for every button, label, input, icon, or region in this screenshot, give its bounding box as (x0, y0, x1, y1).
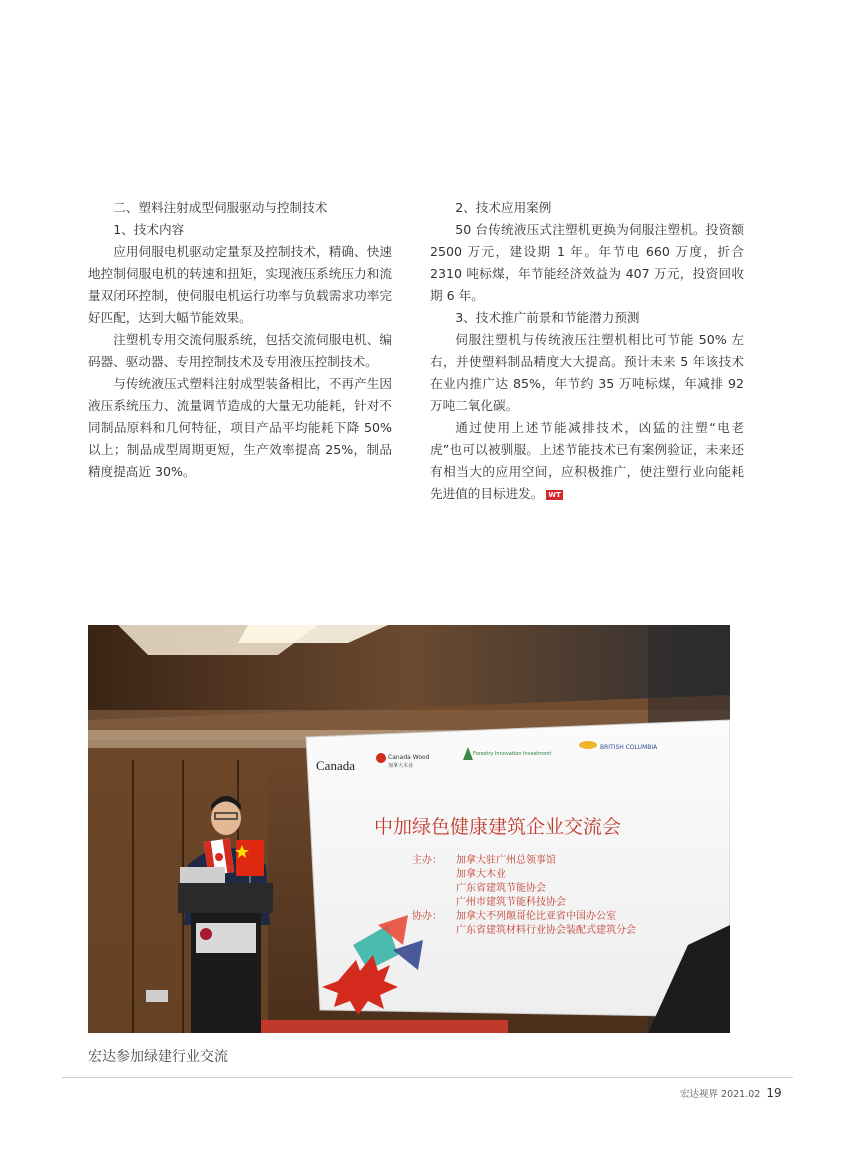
subheading-prospects: 3、技术推广前景和节能潜力预测 (455, 310, 640, 325)
host-2: 加拿大木业 (456, 869, 506, 880)
paragraph: 注塑机专用交流伺服系统，包括交流伺服电机、编码器、驱动器、专用控制技术及专用液压控制技术。 (88, 332, 392, 369)
left-column (88, 197, 392, 483)
logo-canada: Canada (316, 758, 355, 773)
event-photo (88, 625, 730, 1033)
paragraph: 伺服注塑机与传统液压注塑机相比可节能 50% 左右，并使塑料制品精度大大提高。预计未来 5 年该技术在业内推广达 85%，年节约 35 万吨标煤，年减排 92 万吨二氧化碳。 (430, 332, 744, 413)
paragraph-final (430, 417, 744, 505)
bc-sun-icon (579, 741, 597, 749)
subheading-tech-content: 1、技术内容 (113, 222, 185, 237)
co-host-label: 协办： (412, 911, 442, 922)
right-column (430, 197, 744, 505)
logo-canada-wood-cn: 加拿大木业 (388, 763, 414, 769)
maple-logo-icon (376, 753, 386, 763)
podium-top (178, 883, 273, 913)
magazine-issue: 宏达视界 2021.02 (680, 1089, 761, 1100)
logo-bc: BRITISH COLUMBIA (600, 744, 658, 751)
photo-caption: 宏达参加绿建行业交流 (88, 1049, 228, 1065)
logo-forestry: Forestry Innovation Investment (473, 751, 552, 757)
paragraph: 与传统液压式塑料注射成型装备相比，不再产生因液压系统压力、流量调节造成的大量无功能耗，针对不同制品原料和几何特征，项目产品平均能耗下降 50% 以上；制品成型周期更短，生产效率提高 25%，制品精度提高近 30%。 (88, 376, 392, 479)
china-flag-icon (236, 840, 264, 876)
host-4: 广州市建筑节能科技协会 (456, 897, 566, 908)
logo-canada-wood: Canada Wood (388, 754, 430, 761)
subheading-application-case: 2、技术应用案例 (455, 200, 552, 215)
host-label: 主办： (412, 855, 442, 866)
screen-title: 中加绿色健康建筑企业交流会 (374, 816, 622, 838)
host-1: 加拿大驻广州总领事馆 (456, 855, 556, 866)
paragraph-final-text: 通过使用上述节能减排技术，凶猛的注塑“电老虎”也可以被驯服。上述节能技术已有案例验证，未来还有相当大的应用空间，应积极推广，使注塑行业向能耗先进值的目标进发。 (430, 420, 744, 501)
event-photo-scene (88, 625, 730, 1033)
paragraph: 应用伺服电机驱动定量泵及控制技术，精确、快速地控制伺服电机的转速和扭矩，实现液压系统压力和流量双闭环控制，使伺服电机运行功率与负载需求功率完好匹配，达到大幅节能效果。 (88, 244, 392, 325)
host-3: 广东省建筑节能协会 (456, 883, 546, 894)
co-host-1: 加拿大不列颠哥伦比亚省中国办公室 (456, 911, 616, 922)
page-footer (680, 1086, 782, 1100)
paragraph: 50 台传统液压式注塑机更换为伺服注塑机。投资额 2500 万元，建设期 1 年。年节电 660 万度，折合 2310 吨标煤，年节能经济效益为 407 万元，投资回收期 6 年。 (430, 222, 744, 303)
co-host-2: 广东省建筑材料行业协会装配式建筑分会 (456, 925, 636, 936)
page-number: 19 (766, 1086, 782, 1100)
footer-divider (62, 1077, 793, 1078)
wt-end-badge: WT (548, 490, 561, 499)
section-heading-2: 二、塑料注射成型伺服驱动与控制技术 (113, 200, 328, 215)
